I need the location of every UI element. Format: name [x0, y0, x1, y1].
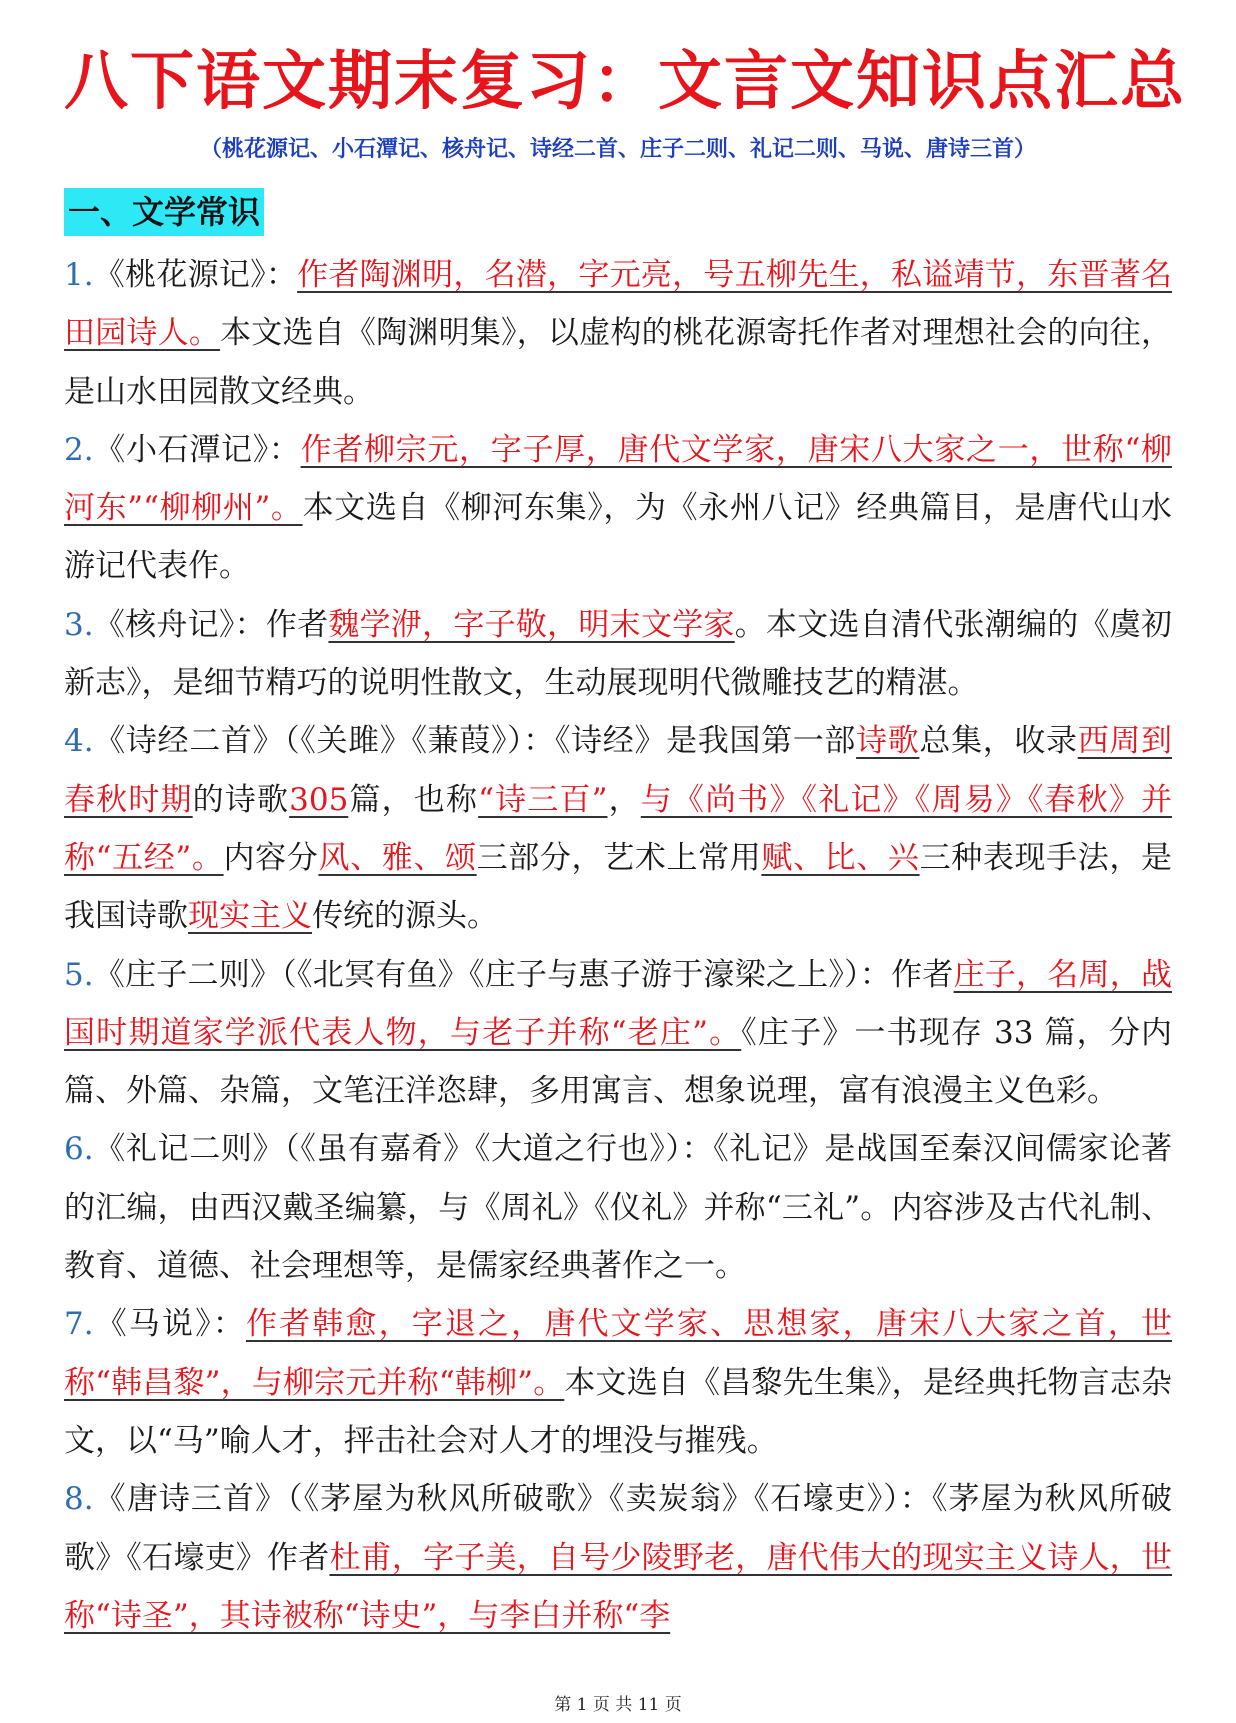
highlight-text: 诗歌 [856, 723, 920, 760]
highlight-text: 杜甫，字子美，自号少陵野老，唐代伟大的现实主义诗人，世称“诗圣”，其诗被称“诗史”，与李白并称“李 [64, 1539, 1173, 1634]
item-title: 《唐诗三首》（《茅屋为秋风所破歌》《卖炭翁》《石壕吏》）： [93, 1481, 932, 1518]
item-text: ， [607, 781, 641, 818]
item-number: 7. [64, 1306, 94, 1343]
item-text: 《礼记》是战国至秦汉间儒家论著的汇编，由西汉戴圣编纂，与《周礼》《仪礼》并称“三礼”。内容涉及古代礼制、教育、道德、社会理想等，是儒家经典著作之一。 [64, 1131, 1173, 1285]
item-title: 《庄子二则》（《北冥有鱼》《庄子与惠子游于濠梁之上》）： [93, 956, 892, 993]
item-text: 作者 [891, 956, 954, 993]
item-text: 总集，收录 [919, 723, 1078, 760]
item-title: 《核舟记》： [93, 606, 266, 643]
highlight-text: 赋、比、兴 [761, 839, 920, 876]
list-item [64, 712, 1172, 945]
item-text: 本文选自《陶渊明集》，以虚构的桃花源寄托作者对理想社会的向往，是山水田园散文经典。 [64, 315, 1173, 410]
highlight-text: 现实主义 [188, 898, 312, 935]
list-item [64, 1295, 1172, 1470]
item-number: 8. [64, 1481, 94, 1518]
page-footer: 第 1 页 共 11 页 [554, 1695, 682, 1715]
list-item [64, 421, 1172, 596]
highlight-text: 作者陶渊明，名潜，字元亮，号五柳先生，私谥靖节，东晋著名田园诗人。 [64, 257, 1173, 352]
highlight-text: 305 [289, 781, 349, 818]
item-number: 6. [64, 1131, 94, 1168]
item-text: 本文选自《柳河东集》，为《永州八记》经典篇目，是唐代山水游记代表作。 [64, 490, 1172, 585]
highlight-text: 西周到春秋时期 [64, 723, 1173, 818]
item-number: 5. [64, 956, 94, 993]
item-title: 《马说》： [93, 1306, 246, 1343]
highlight-text: 风、雅、颂 [318, 839, 477, 876]
item-text: 《诗经》是我国第一部 [554, 723, 857, 760]
list-item [64, 946, 1172, 1121]
page-title: 八下语文期末复习：文言文知识点汇总 [64, 44, 1186, 119]
item-title: 《诗经二首》（《关雎》《蒹葭》）： [93, 723, 555, 760]
item-text: 传统的源头。 [312, 898, 498, 935]
item-text: 内容分 [223, 839, 319, 876]
item-title: 《礼记二则》（《虽有嘉肴》《大道之行也》）： [93, 1131, 714, 1168]
item-title: 《小石潭记》： [93, 431, 301, 468]
item-number: 1. [64, 257, 94, 293]
highlight-text: 作者柳宗元，字子厚，唐代文学家，唐宋八大家之一，世称“柳河东”“柳柳州”。 [64, 431, 1172, 527]
item-number: 3. [64, 606, 94, 643]
highlight-text: 魏学洢，字子敬，明末文学家 [328, 606, 735, 643]
item-text: 篇，也称 [348, 781, 479, 818]
highlight-text: “诗三百” [478, 781, 608, 818]
item-text: 作者 [265, 606, 329, 643]
list-item [64, 1120, 1172, 1295]
item-text: 《茅屋为秋风所破歌》《石壕吏》作者 [64, 1481, 1173, 1576]
item-text: 三种表现手法，是我国诗歌 [64, 839, 1173, 935]
highlight-text: 与《尚书》《礼记》《周易》《春秋》并称“五经”。 [64, 781, 1173, 876]
item-number: 4. [64, 723, 94, 760]
section-heading [64, 188, 1172, 240]
list-item [64, 246, 1172, 421]
list-item [64, 596, 1172, 713]
item-number: 2. [64, 431, 94, 468]
page-subtitle: （桃花源记、小石潭记、核舟记、诗经二首、庄子二则、礼记二则、马说、唐诗三首） [199, 136, 1036, 162]
item-list [64, 246, 1172, 1645]
item-text: 《庄子》一书现存 33 篇，分内篇、外篇、杂篇，文笔汪洋恣肆，多用寓言、想象说理，富有浪漫主义色彩。 [64, 1014, 1172, 1110]
item-text: 。本文选自清代张潮编的《虞初新志》，是细节精巧的说明性散文，生动展现明代微雕技艺的精湛。 [64, 606, 1173, 702]
item-text: 三部分，艺术上常用 [476, 839, 762, 876]
highlight-text: 庄子，名周，战国时期道家学派代表人物，与老子并称“老庄”。 [64, 956, 1173, 1051]
list-item [64, 1470, 1172, 1645]
item-title: 《桃花源记》： [93, 257, 298, 293]
item-text: 本文选自《昌黎先生集》，是经典托物言志杂文，以“马”喻人才，抨击社会对人才的埋没与摧残。 [64, 1364, 1172, 1459]
section-heading-label: 一、文学常识 [64, 188, 264, 236]
highlight-text: 作者韩愈，字退之，唐代文学家、思想家，唐宋八大家之首，世称“韩昌黎”，与柳宗元并称“韩柳”。 [64, 1306, 1173, 1401]
item-text: 的诗歌 [192, 781, 290, 818]
